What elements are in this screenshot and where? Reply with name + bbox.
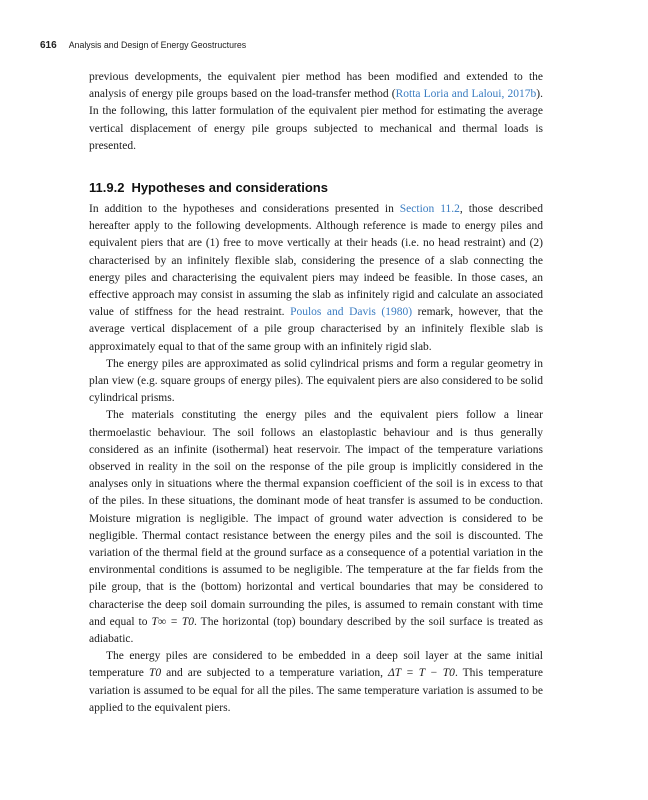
paragraph-geometry: [89, 356, 543, 408]
equation-temperature-variation: ΔT = T − T0: [388, 667, 455, 680]
equation-far-field: T∞ = T0: [151, 615, 194, 628]
intro-paragraph: [89, 69, 543, 155]
section-number: 11.9.2: [89, 180, 125, 195]
paragraph-text: , those described hereafter apply to the following developments. Although reference is made to energy piles and equivalent piers that are (1) free to move vertically at their heads (i.e. no head restraint) and (2) characterised by an infinitely flexible slab, considering the presence of a slab connecting the energy piles and characterising the equivalent piers may indeed be feasible. In those cases, an effective approach may consist in assuming the slab as infinitely rigid and calculate an associated value of stiffness for the head restraint.: [89, 203, 543, 319]
paragraph-text: remark, however, that the average vertical displacement of a pile group characterised by an infinitely flexible slab is approximately equal to that of the same group with an infinitely rigid slab.: [89, 306, 543, 353]
paragraph-hypotheses: [89, 201, 543, 356]
equation-initial-temperature: T0: [148, 667, 162, 680]
section-body: [89, 201, 543, 717]
paragraph-text: The materials constituting the energy piles and the equivalent piers follow a linear thermoelastic behaviour. The soil follows an elastoplastic behaviour and is thus generally considered as an infinite (isothermal) heat reservoir. The impact of the temperature variations observed in reality in the soil on the response of the pile group is implicitly considered in the analyses only in situations where the thermal expansion coefficient of the soil is in excess to that of the piles. In these situations, the dominant mode of heat transfer is assumed to be conduction. Moisture migration is negligible. The impact of ground water advection is considered to be negligible. Thermal contact resistance between the energy piles and the soil is discounted. The variation of the thermal field at the ground surface as a consequence of a potential variation in the environmental conditions is assumed to be negligible. The temperature at the far fields from the pile group, that is the (bottom) horizontal and vertical boundaries that may be considered to characterise the deep soil domain surrounding the piles, is assumed to remain constant with time and equal to: [89, 409, 543, 628]
section-title: Hypotheses and considerations: [131, 180, 328, 195]
paragraph-text: ). In the following, this latter formulation of the equivalent pier method for estimating the average vertical displacement of energy pile groups subjected to mechanical and thermal loads is presented.: [89, 88, 543, 152]
paragraph-text: and are subjected to a temperature variation,: [161, 667, 389, 680]
paragraph-text: The energy piles are approximated as solid cylindrical prisms and form a regular geometry in plan view (e.g. square groups of energy piles). The equivalent piers are also considered to be solid cylindrical prisms.: [89, 357, 543, 405]
page-number: 616: [40, 40, 57, 51]
running-head: [40, 40, 246, 51]
citation-link-poulos-davis[interactable]: Poulos and Davis (1980): [290, 306, 413, 319]
paragraph-text: previous developments, the equivalent pier method has been modified and extended to the analysis of energy pile groups based on the load-transfer method (: [89, 71, 543, 101]
section-heading: [89, 180, 328, 195]
citation-link-rotta-loria[interactable]: Rotta Loria and Laloui, 2017b: [395, 88, 537, 101]
paragraph-materials: [89, 407, 543, 648]
paragraph-temperature: [89, 648, 543, 717]
paragraph-text: . The horizontal (top) boundary described by the soil surface is treated as adiabatic.: [89, 615, 544, 646]
cross-reference-link-section[interactable]: Section 11.2: [399, 203, 460, 215]
paragraph-text: The energy piles are considered to be embedded in a deep soil layer at the same initial temperature: [89, 650, 543, 680]
running-title: Analysis and Design of Energy Geostructures: [68, 40, 247, 50]
paragraph-text: In addition to the hypotheses and considerations presented in: [89, 203, 400, 215]
paragraph-text: . This temperature variation is assumed to be equal for all the piles. The same temperature variation is assumed to be applied to the equivalent piers.: [89, 667, 544, 714]
